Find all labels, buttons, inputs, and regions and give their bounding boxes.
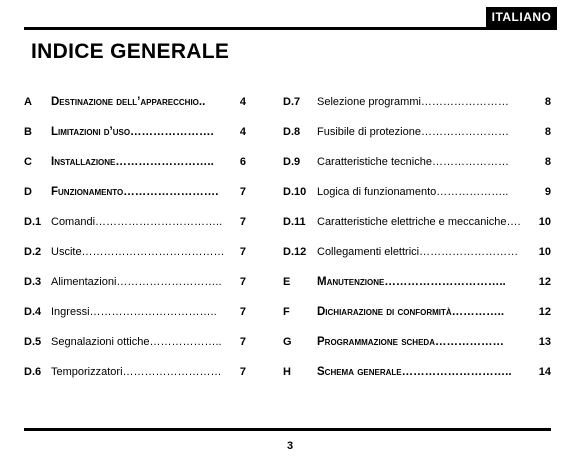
toc-entry-page: 6 (239, 156, 246, 168)
toc-entry-page: 10 (538, 216, 551, 228)
toc-entry-code: D.8 (283, 126, 301, 138)
toc-entry-label: Caratteristiche elettriche e meccaniche…. (317, 216, 521, 228)
toc-entry-code: D.10 (283, 186, 307, 198)
toc-entry[interactable] (24, 185, 246, 215)
toc-entry[interactable] (24, 155, 246, 185)
toc-entry[interactable] (24, 275, 246, 305)
toc-entry-page: 12 (538, 306, 551, 318)
toc-entry-code: H (283, 366, 291, 378)
toc-entry-code: F (283, 306, 290, 318)
toc-entry-page: 14 (538, 366, 551, 378)
toc-entry-page: 7 (239, 336, 246, 348)
toc-entry-label: Caratteristiche tecniche………………… (317, 156, 509, 168)
toc-entry-code: D.4 (24, 306, 42, 318)
toc-entry-code: D.11 (283, 216, 306, 228)
toc-entry-label: Ingressi…………………………….. (51, 306, 217, 318)
toc-entry[interactable] (283, 125, 551, 155)
toc-entry-page: 7 (239, 246, 246, 258)
toc-entry-label: Logica di funzionamento……………….. (317, 186, 509, 198)
toc-entry-label: Segnalazioni ottiche……………….. (51, 336, 222, 348)
toc-left-column (24, 95, 246, 395)
toc-entry[interactable] (283, 185, 551, 215)
toc-entry-code: D.7 (283, 96, 301, 108)
toc-entry-code: A (24, 96, 32, 108)
toc-entry-page: 10 (538, 246, 551, 258)
toc-entry-code: D.2 (24, 246, 42, 258)
toc-entry[interactable] (283, 155, 551, 185)
toc-entry-label: Temporizzatori……………………… (51, 366, 222, 378)
toc-entry-page: 12 (538, 276, 551, 288)
toc-entry-label: Destinazione dell’apparecchio.. (51, 96, 206, 108)
toc-entry[interactable] (24, 365, 246, 395)
toc-entry-label: Limitazioni d’uso…………………. (51, 126, 214, 138)
toc-entry-page: 7 (239, 366, 246, 378)
toc-entry-label: Dichiarazione di conformità………….. (317, 306, 505, 318)
toc-entry[interactable] (24, 245, 246, 275)
toc-entry-label: Comandi…………………………….. (51, 216, 223, 228)
toc-entry-label: Selezione programmi…………………… (317, 96, 509, 108)
toc-entry-page: 7 (239, 276, 246, 288)
toc-entry-page: 13 (538, 336, 551, 348)
toc-entry[interactable] (283, 305, 551, 335)
toc-entry[interactable] (24, 95, 246, 125)
toc-entry-label: Schema generale……………………….. (317, 366, 512, 378)
toc-entry-page: 9 (544, 186, 551, 198)
toc-entry-page: 8 (544, 156, 551, 168)
toc-entry-label: Collegamenti elettrici……………………… (317, 246, 519, 258)
toc-entry-code: D.9 (283, 156, 301, 168)
toc-entry-page: 4 (239, 126, 246, 138)
toc-entry-page: 8 (544, 126, 551, 138)
toc-entry[interactable] (283, 245, 551, 275)
toc-entry-code: D.6 (24, 366, 42, 378)
toc-entry-code: D (24, 186, 32, 198)
toc-entry-page: 4 (239, 96, 246, 108)
toc-entry-page: 7 (239, 186, 246, 198)
top-divider (24, 27, 557, 30)
toc-entry-label: Programmazione scheda……………… (317, 336, 504, 348)
toc-entry-page: 8 (544, 96, 551, 108)
language-badge: ITALIANO (486, 7, 557, 27)
toc-entry[interactable] (283, 365, 551, 395)
toc-entry-page: 7 (239, 216, 246, 228)
toc-entry-code: E (283, 276, 291, 288)
toc-entry-label: Funzionamento……………………. (51, 186, 219, 198)
toc-entry-code: B (24, 126, 32, 138)
toc-entry-page: 7 (239, 306, 246, 318)
toc-entry-code: D.1 (24, 216, 42, 228)
bottom-divider (24, 428, 551, 431)
page-number: 3 (286, 440, 294, 452)
toc-entry[interactable] (283, 95, 551, 125)
toc-entry[interactable] (24, 215, 246, 245)
toc-entry[interactable] (283, 215, 551, 245)
toc-entry[interactable] (24, 125, 246, 155)
toc-entry-label: Uscite………………………………… (51, 246, 225, 258)
toc-right-column (283, 95, 551, 395)
page-title: INDICE GENERALE (31, 40, 230, 63)
toc-entry[interactable] (24, 335, 246, 365)
toc-entry[interactable] (283, 275, 551, 305)
toc-entry[interactable] (24, 305, 246, 335)
toc-entry-code: D.12 (283, 246, 307, 258)
toc-entry-label: Fusibile di protezione…………………… (317, 126, 509, 138)
toc-entry-label: Installazione…………………….. (51, 156, 214, 168)
toc-entry-code: G (283, 336, 292, 348)
toc-entry-code: C (24, 156, 32, 168)
toc-entry-code: D.3 (24, 276, 42, 288)
toc-entry[interactable] (283, 335, 551, 365)
toc-entry-label: Alimentazioni……………………….. (51, 276, 222, 288)
toc-entry-code: D.5 (24, 336, 42, 348)
toc-entry-label: Manutenzione………………………….. (317, 276, 506, 288)
